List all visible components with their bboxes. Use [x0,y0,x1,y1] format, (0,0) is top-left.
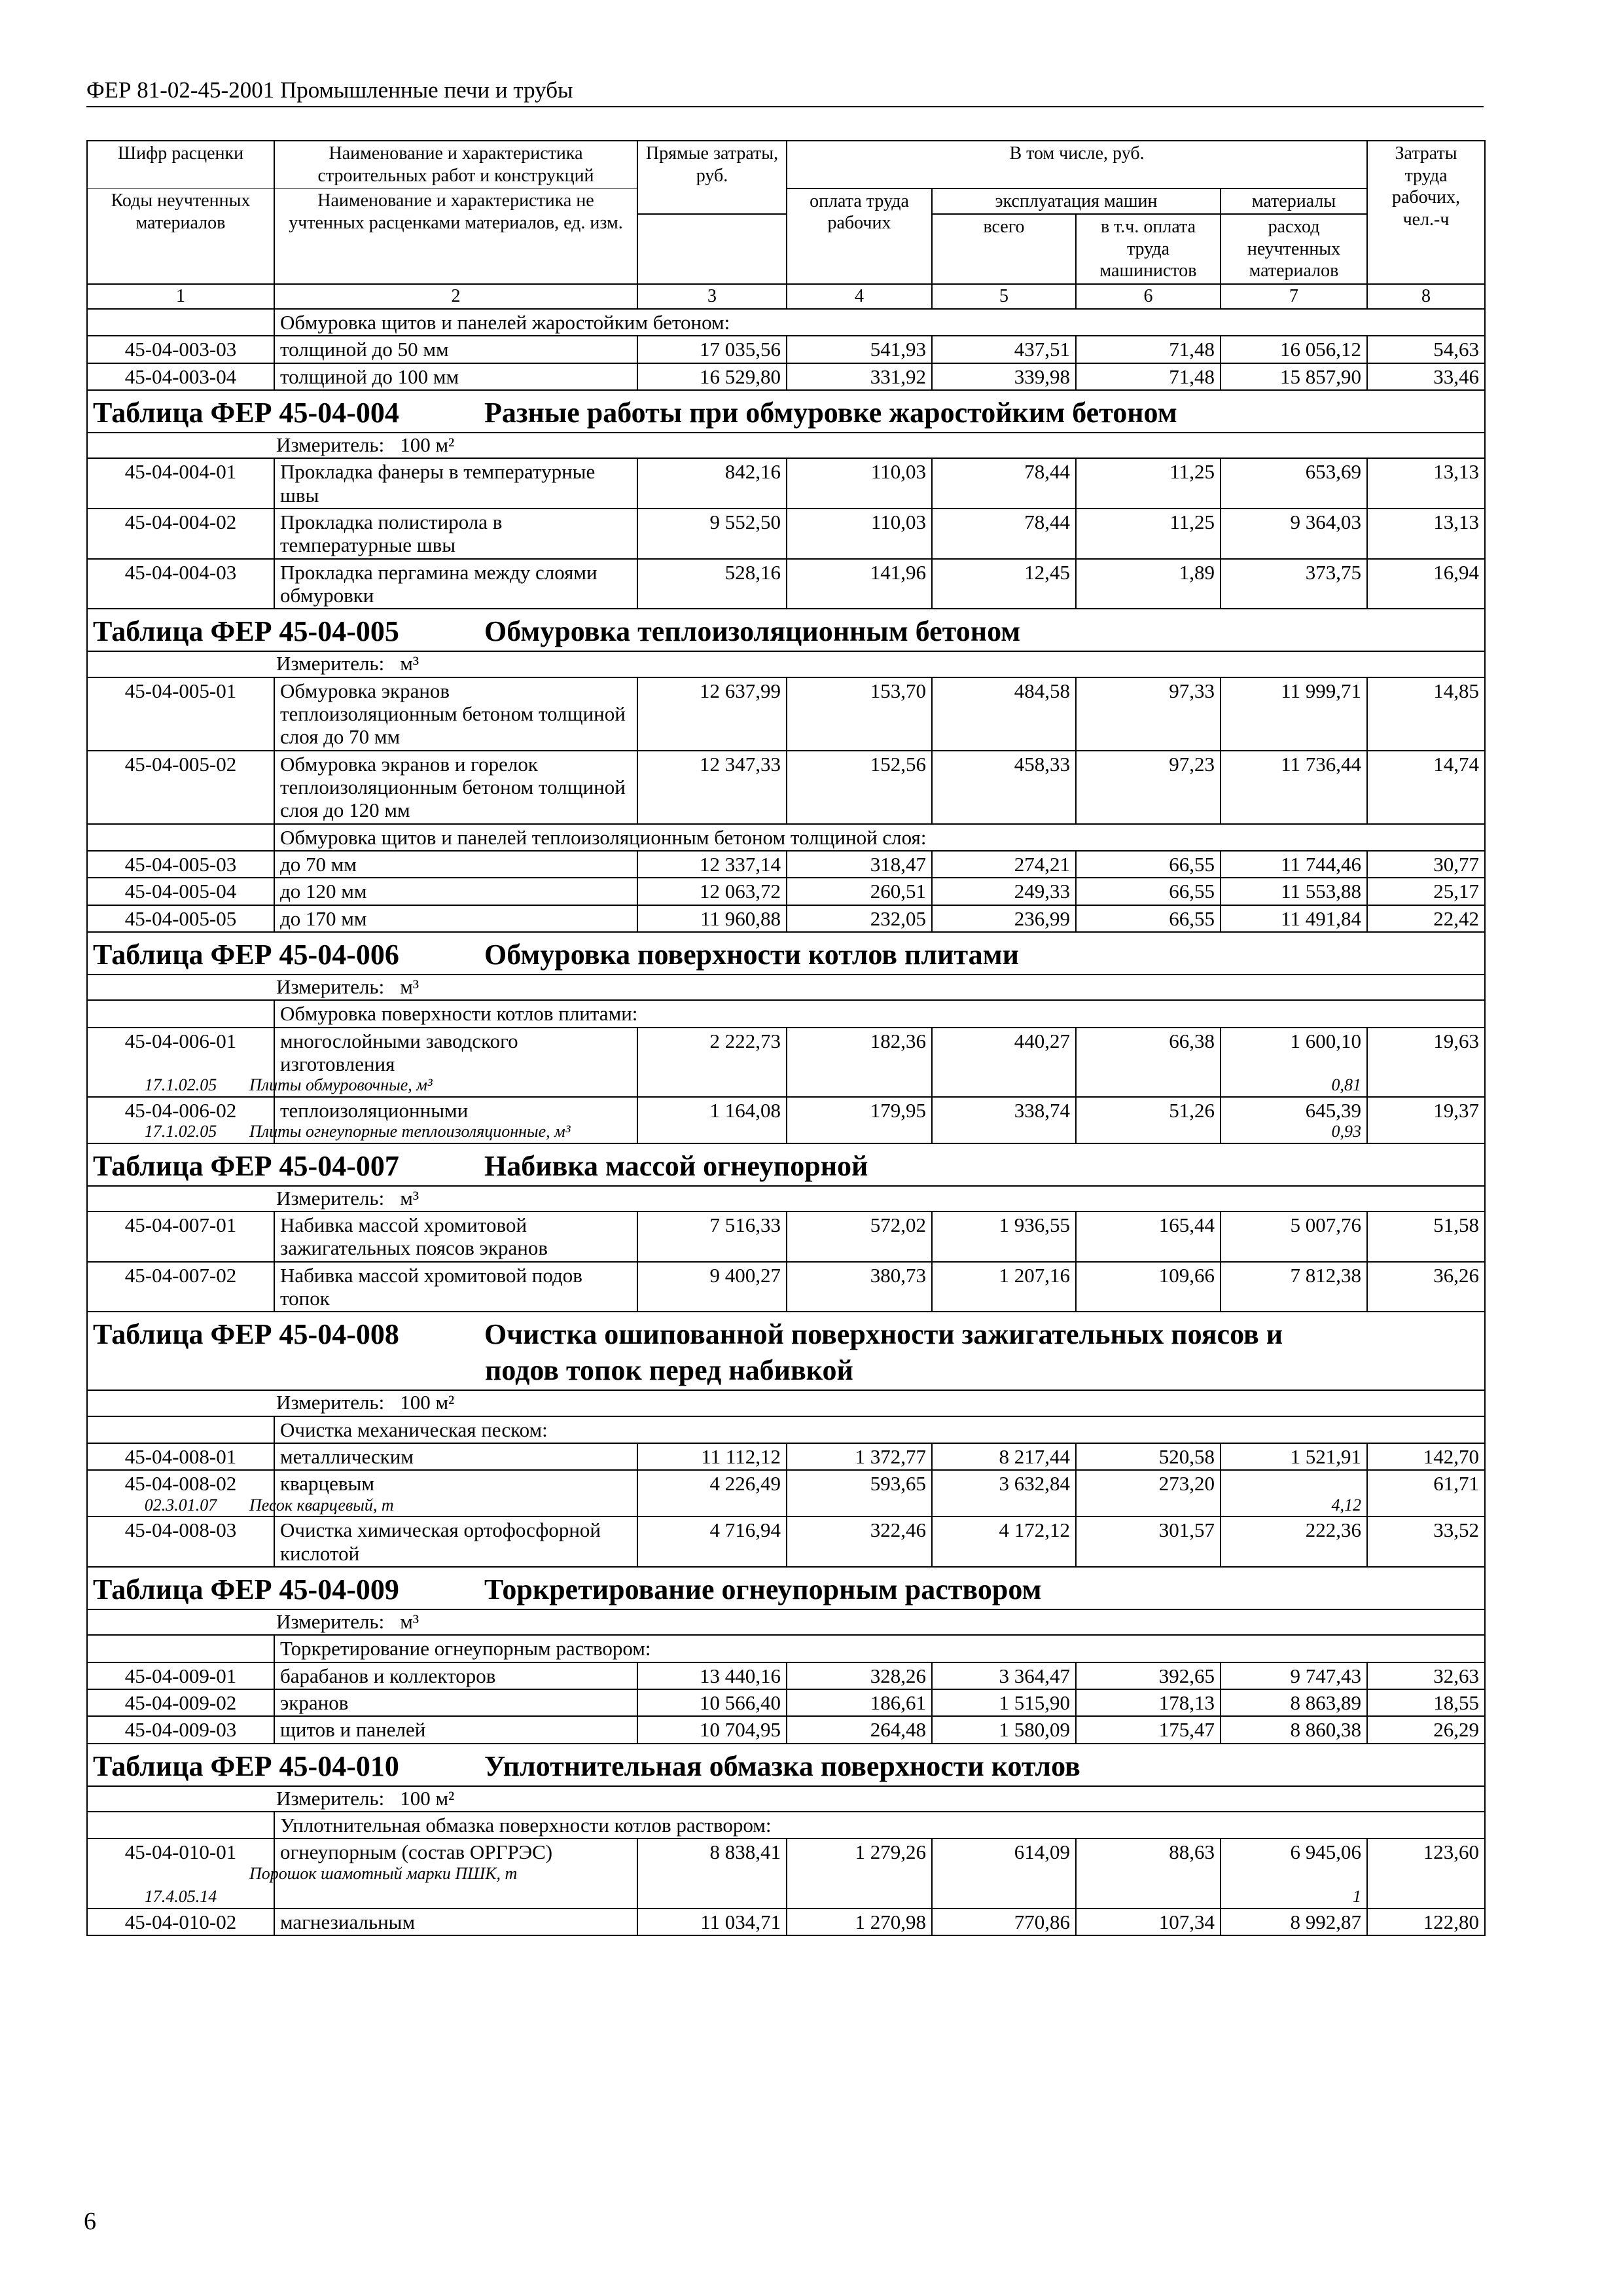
table-number: Таблица ФЕР 45-04-010 [93,1749,399,1782]
machines-total: 338,74 [932,1097,1076,1143]
machines-total: 1 515,90 [932,1689,1076,1716]
rate-code: 45-04-005-03 [87,851,274,878]
table-number: Таблица ФЕР 45-04-004 [93,396,399,429]
labor-hours: 122,80 [1367,1909,1485,1935]
col7-header: расход неучтенных материалов [1221,214,1367,284]
direct-cost: 17 035,56 [637,336,787,363]
table-row [87,1689,1485,1716]
labor-pay: 186,61 [787,1689,932,1716]
group-title: Уплотнительная обмазка поверхности котлов раствором: [274,1812,1485,1839]
rate-code-text: 45-04-008-02 [124,1472,237,1496]
table-row [87,509,1485,559]
materials-cost: 5 007,76 [1221,1211,1367,1262]
table-number: Таблица ФЕР 45-04-006 [93,938,399,971]
measure-label: Измеритель: [276,1609,385,1633]
work-name: барабанов и коллекторов [274,1662,637,1689]
materials-cost: 9 364,03 [1221,509,1367,559]
materials-cost [1221,1097,1367,1143]
machines-total: 12,45 [932,559,1076,609]
material-name: Плиты обмуровочные, м³ [249,1075,433,1095]
table-row [87,851,1485,878]
machinist-pay: 71,48 [1076,336,1221,363]
material-consumption: 0,81 [1331,1075,1362,1095]
labor-pay: 328,26 [787,1662,932,1689]
work-name: Прокладка полистирола в температурные швы [274,509,637,559]
labor-pay: 572,02 [787,1211,932,1262]
table-row [87,1028,1485,1097]
materials-cost: 1 521,91 [1221,1443,1367,1470]
labor-hours: 18,55 [1367,1689,1485,1716]
rate-code: 45-04-009-03 [87,1716,274,1743]
machines-total: 614,09 [932,1839,1076,1908]
measure-unit: м³ [400,1609,419,1633]
labor-hours: 25,17 [1367,878,1485,905]
work-name: Обмуровка экранов теплоизоляционным бетоном толщиной слоя до 70 мм [274,677,637,751]
machinist-pay: 66,38 [1076,1028,1221,1097]
direct-cost: 528,16 [637,559,787,609]
machines-total: 4 172,12 [932,1516,1076,1567]
labor-hours: 13,13 [1367,458,1485,509]
labor-hours: 32,63 [1367,1662,1485,1689]
materials-header: материалы [1221,188,1367,215]
work-name: Обмуровка экранов и горелок теплоизоляционным бетоном толщиной слоя до 120 мм [274,751,637,824]
measure-unit: 100 м² [400,1391,455,1414]
table-name: Уплотнительная обмазка поверхности котлов [484,1749,1080,1782]
rate-code: 45-04-004-03 [87,559,274,609]
machines-total: 1 207,16 [932,1262,1076,1312]
materials-cost: 9 747,43 [1221,1662,1367,1689]
machinist-pay: 175,47 [1076,1716,1221,1743]
table-row [87,363,1485,390]
col-num: 7 [1221,284,1367,309]
machinist-pay: 301,57 [1076,1516,1221,1567]
table-number: Таблица ФЕР 45-04-008 [93,1318,399,1351]
labor-pay: 232,05 [787,905,932,932]
materials-cost: 11 744,46 [1221,851,1367,878]
table-number: Таблица ФЕР 45-04-009 [93,1573,399,1605]
col-num: 6 [1076,284,1221,309]
labor-hours: 36,26 [1367,1262,1485,1312]
material-name: Песок кварцевый, т [249,1495,394,1515]
table-title [87,1312,1485,1390]
direct-cost: 842,16 [637,458,787,509]
machines-total: 249,33 [932,878,1076,905]
direct-cost: 16 529,80 [637,363,787,390]
labor-hours: 19,63 [1367,1028,1485,1097]
labor-pay: 264,48 [787,1716,932,1743]
table-row [87,1909,1485,1935]
labor-pay: 260,51 [787,878,932,905]
rate-code: 45-04-009-01 [87,1662,274,1689]
col2-header-top: Наименование и характеристика строительных работ и конструкций [274,141,637,188]
work-name: металлическим [274,1443,637,1470]
table-row [87,1443,1485,1470]
labor-pay: 153,70 [787,677,932,751]
labor-pay: 1 372,77 [787,1443,932,1470]
direct-cost: 8 838,41 [637,1839,787,1908]
work-name-text: теплоизоляционными [280,1098,469,1122]
rate-code [87,1470,274,1516]
rate-code: 45-04-003-04 [87,363,274,390]
rate-code: 45-04-004-02 [87,509,274,559]
group-title: Обмуровка щитов и панелей теплоизоляционным бетоном толщиной слоя: [274,824,1485,851]
machines-total: 3 364,47 [932,1662,1076,1689]
rate-code-text: 45-04-010-01 [124,1840,237,1864]
table-row [87,458,1485,509]
labor-hours: 26,29 [1367,1716,1485,1743]
labor-pay: 1 270,98 [787,1909,932,1935]
table-row [87,1097,1485,1143]
rate-code: 45-04-005-05 [87,905,274,932]
direct-cost: 11 034,71 [637,1909,787,1935]
col-num: 3 [637,284,787,309]
direct-cost: 7 516,33 [637,1211,787,1262]
rate-code [87,1839,274,1908]
labor-hours: 51,58 [1367,1211,1485,1262]
material-name: Плиты огнеупорные теплоизоляционные, м³ [249,1122,571,1141]
materials-cost: 11 553,88 [1221,878,1367,905]
measure-row [87,1186,1485,1211]
group-title: Обмуровка поверхности котлов плитами: [274,1000,1485,1027]
rate-code: 45-04-005-04 [87,878,274,905]
labor-pay: 110,03 [787,458,932,509]
materials-cost [1221,1028,1367,1097]
direct-cost: 9 552,50 [637,509,787,559]
rate-code: 45-04-003-03 [87,336,274,363]
table-name: Обмуровка теплоизоляционным бетоном [484,615,1021,648]
measure-unit: м³ [400,975,419,998]
labor-hours: 61,71 [1367,1470,1485,1516]
labor-pay: 182,36 [787,1028,932,1097]
measure-unit: м³ [400,1186,419,1210]
materials-cost: 222,36 [1221,1516,1367,1567]
materials-cost: 15 857,90 [1221,363,1367,390]
table-name-line2: подов топок перед набивкой [485,1354,853,1387]
col3-header: Прямые затраты, руб. [637,141,787,214]
table-name-line1: Очистка ошипованной поверхности зажигательных поясов и [484,1318,1283,1351]
work-name: Набивка массой хромитовой подов топок [274,1262,637,1312]
machinist-pay: 97,23 [1076,751,1221,824]
table-row [87,905,1485,932]
work-name [249,1839,637,1908]
material-consumption: 4,12 [1331,1495,1362,1515]
incl-header: В том числе, руб. [787,141,1367,188]
labor-hours: 142,70 [1367,1443,1485,1470]
rate-code-text: 45-04-006-01 [124,1029,237,1052]
table-name: Разные работы при обмуровке жаростойким бетоном [484,396,1177,429]
labor-pay: 318,47 [787,851,932,878]
labor-pay: 541,93 [787,336,932,363]
material-code: 17.1.02.05 [144,1122,217,1141]
table-number: Таблица ФЕР 45-04-005 [93,615,399,648]
machinist-pay: 66,55 [1076,905,1221,932]
machines-total: 1 936,55 [932,1211,1076,1262]
material-consumption: 0,93 [1331,1122,1362,1141]
page-number: 6 [84,2208,96,2235]
work-name: до 170 мм [274,905,637,932]
direct-cost: 12 337,14 [637,851,787,878]
machinist-pay: 273,20 [1076,1470,1221,1516]
materials-cost: 11 736,44 [1221,751,1367,824]
measure-row [87,651,1485,677]
col-num: 8 [1367,284,1485,309]
materials-cost: 8 860,38 [1221,1716,1367,1743]
col-num: 2 [274,284,637,309]
work-name-text: кварцевым [280,1472,374,1496]
labor-hours: 16,94 [1367,559,1485,609]
rate-code: 45-04-009-02 [87,1689,274,1716]
table-row [87,878,1485,905]
material-code: 02.3.01.07 [144,1495,217,1515]
table-name: Набивка массой огнеупорной [484,1149,868,1182]
machines-total: 437,51 [932,336,1076,363]
measure-unit: 100 м² [400,433,455,456]
machinist-pay: 97,33 [1076,677,1221,751]
measure-unit: 100 м² [400,1786,455,1810]
col8-header: Затраты труда рабочих, чел.-ч [1367,141,1485,284]
machinist-pay: 392,65 [1076,1662,1221,1689]
table-row [87,751,1485,824]
rate-code [87,1097,274,1143]
machines-total: 484,58 [932,677,1076,751]
material-code: 17.4.05.14 [144,1886,217,1906]
table-row [87,677,1485,751]
materials-cost: 11 999,71 [1221,677,1367,751]
measure-label: Измеритель: [276,433,385,456]
direct-cost: 9 400,27 [637,1262,787,1312]
labor-hours: 33,52 [1367,1516,1485,1567]
machinist-pay: 1,89 [1076,559,1221,609]
machinist-pay: 165,44 [1076,1211,1221,1262]
machines-total: 458,33 [932,751,1076,824]
column-numbers-row [87,284,1485,309]
materials-cost: 7 812,38 [1221,1262,1367,1312]
table-title [87,609,1485,651]
work-name: магнезиальным [274,1909,637,1935]
measure-label: Измеритель: [276,652,385,675]
col6-header: в т.ч. оплата труда машинистов [1076,214,1221,284]
table-row [87,1839,1485,1908]
table-name: Торкретирование огнеупорным раствором [484,1573,1042,1605]
materials-cost: 16 056,12 [1221,336,1367,363]
col-num: 1 [87,284,274,309]
labor-pay: 110,03 [787,509,932,559]
work-name: Очистка химическая ортофосфорной кислотой [274,1516,637,1567]
measure-row [87,1609,1485,1635]
direct-cost: 12 063,72 [637,878,787,905]
materials-cost: 373,75 [1221,559,1367,609]
labor-pay: 331,92 [787,363,932,390]
labor-hours: 30,77 [1367,851,1485,878]
machinist-pay: 11,25 [1076,458,1221,509]
labor-pay: 322,46 [787,1516,932,1567]
material-code: 17.1.02.05 [144,1075,217,1095]
labor-pay: 380,73 [787,1262,932,1312]
machinist-pay: 107,34 [1076,1909,1221,1935]
direct-cost: 12 637,99 [637,677,787,751]
group-title: Обмуровка щитов и панелей жаростойким бетоном: [274,309,1485,336]
measure-label: Измеритель: [276,1786,385,1810]
col5-header: всего [932,214,1076,284]
group-title: Торкретирование огнеупорным раствором: [274,1635,1485,1662]
materials-cost: 11 491,84 [1221,905,1367,932]
labor-hours: 14,85 [1367,677,1485,751]
machines-header: эксплуатация машин [932,188,1221,215]
labor-hours: 123,60 [1367,1839,1485,1908]
measure-label: Измеритель: [276,975,385,998]
col-num: 4 [787,284,932,309]
material-consumption: 1 [1353,1886,1362,1906]
machines-total: 3 632,84 [932,1470,1076,1516]
work-name: толщиной до 100 мм [274,363,637,390]
table-row [87,336,1485,363]
work-name: Прокладка пергамина между слоями обмуровки [274,559,637,609]
machines-total: 78,44 [932,458,1076,509]
labor-pay: 141,96 [787,559,932,609]
table-title [87,932,1485,975]
materials-cost [1221,1470,1367,1516]
machines-total: 1 580,09 [932,1716,1076,1743]
table-number: Таблица ФЕР 45-04-007 [93,1149,399,1182]
materials-cost: 653,69 [1221,458,1367,509]
table-row [87,559,1485,609]
group-title: Очистка механическая песком: [274,1416,1485,1443]
materials-cost-text: 645,39 [1305,1098,1362,1122]
machines-total: 274,21 [932,851,1076,878]
table-row [87,1662,1485,1689]
rate-code [87,1028,274,1097]
measure-row [87,1390,1485,1416]
price-table [86,140,1486,1936]
work-name-text: многослойными заводского изготовления [280,1029,518,1075]
col2-header-bottom: Наименование и характеристика не учтенных расценками материалов, ед. изм. [274,188,637,284]
rate-code: 45-04-008-03 [87,1516,274,1567]
rate-code: 45-04-008-01 [87,1443,274,1470]
direct-cost: 4 226,49 [637,1470,787,1516]
machinist-pay: 51,26 [1076,1097,1221,1143]
table-title [87,1744,1485,1786]
labor-hours: 33,46 [1367,363,1485,390]
direct-cost: 13 440,16 [637,1662,787,1689]
materials-cost: 8 863,89 [1221,1689,1367,1716]
rate-code: 45-04-005-02 [87,751,274,824]
work-name: Прокладка фанеры в температурные швы [274,458,637,509]
work-name: до 120 мм [274,878,637,905]
measure-label: Измеритель: [276,1186,385,1210]
measure-label: Измеритель: [276,1391,385,1414]
direct-cost: 1 164,08 [637,1097,787,1143]
rate-code-text: 45-04-006-02 [124,1098,237,1122]
machines-total: 440,27 [932,1028,1076,1097]
machinist-pay: 71,48 [1076,363,1221,390]
col1-header-bottom: Коды неучтенных материалов [87,188,274,284]
rate-code: 45-04-004-01 [87,458,274,509]
table-row [87,1211,1485,1262]
labor-hours: 22,42 [1367,905,1485,932]
labor-pay: 179,95 [787,1097,932,1143]
materials-cost [1221,1839,1367,1908]
table-title [87,1143,1485,1186]
measure-row [87,975,1485,1000]
direct-cost: 12 347,33 [637,751,787,824]
machines-total: 770,86 [932,1909,1076,1935]
machines-total: 8 217,44 [932,1443,1076,1470]
col4-header: оплата труда рабочих [787,188,932,284]
material-name: Порошок шамотный марки ПШК, т [249,1863,518,1883]
labor-pay: 593,65 [787,1470,932,1516]
direct-cost: 10 704,95 [637,1716,787,1743]
direct-cost: 2 222,73 [637,1028,787,1097]
measure-row [87,433,1485,458]
work-name [249,1470,637,1516]
materials-cost: 8 992,87 [1221,1909,1367,1935]
machinist-pay: 88,63 [1076,1839,1221,1908]
labor-hours: 13,13 [1367,509,1485,559]
work-name-text: огнеупорным (состав ОРГРЭС) [280,1840,553,1864]
table-title [87,390,1485,433]
work-name: толщиной до 50 мм [274,336,637,363]
machines-total: 78,44 [932,509,1076,559]
machines-total: 236,99 [932,905,1076,932]
rate-code: 45-04-010-02 [87,1909,274,1935]
work-name: до 70 мм [274,851,637,878]
machines-total: 339,98 [932,363,1076,390]
work-name [249,1028,637,1097]
labor-pay: 1 279,26 [787,1839,932,1908]
direct-cost: 11 960,88 [637,905,787,932]
labor-pay: 152,56 [787,751,932,824]
materials-cost-text: 1 600,10 [1290,1029,1362,1052]
table-row [87,1262,1485,1312]
measure-unit: м³ [400,652,419,675]
rate-code: 45-04-005-01 [87,677,274,751]
table-title [87,1567,1485,1609]
direct-cost: 11 112,12 [637,1443,787,1470]
measure-row [87,1786,1485,1812]
table-row [87,1516,1485,1567]
work-name: экранов [274,1689,637,1716]
machinist-pay: 66,55 [1076,851,1221,878]
page-header: ФЕР 81-02-45-2001 Промышленные печи и трубы [86,77,1484,107]
labor-hours: 14,74 [1367,751,1485,824]
col-num: 5 [932,284,1076,309]
table-name: Обмуровка поверхности котлов плитами [484,938,1019,971]
table-row [87,1470,1485,1516]
machinist-pay: 178,13 [1076,1689,1221,1716]
work-name [249,1097,637,1143]
machinist-pay: 109,66 [1076,1262,1221,1312]
rate-code: 45-04-007-01 [87,1211,274,1262]
col1-header-top: Шифр расценки [87,141,274,188]
work-name: щитов и панелей [274,1716,637,1743]
work-name: Набивка массой хромитовой зажигательных поясов экранов [274,1211,637,1262]
direct-cost: 10 566,40 [637,1689,787,1716]
materials-cost-text: 6 945,06 [1290,1840,1362,1864]
machinist-pay: 11,25 [1076,509,1221,559]
table-row [87,1716,1485,1743]
machinist-pay: 66,55 [1076,878,1221,905]
rate-code: 45-04-007-02 [87,1262,274,1312]
machinist-pay: 520,58 [1076,1443,1221,1470]
direct-cost: 4 716,94 [637,1516,787,1567]
labor-hours: 19,37 [1367,1097,1485,1143]
labor-hours: 54,63 [1367,336,1485,363]
